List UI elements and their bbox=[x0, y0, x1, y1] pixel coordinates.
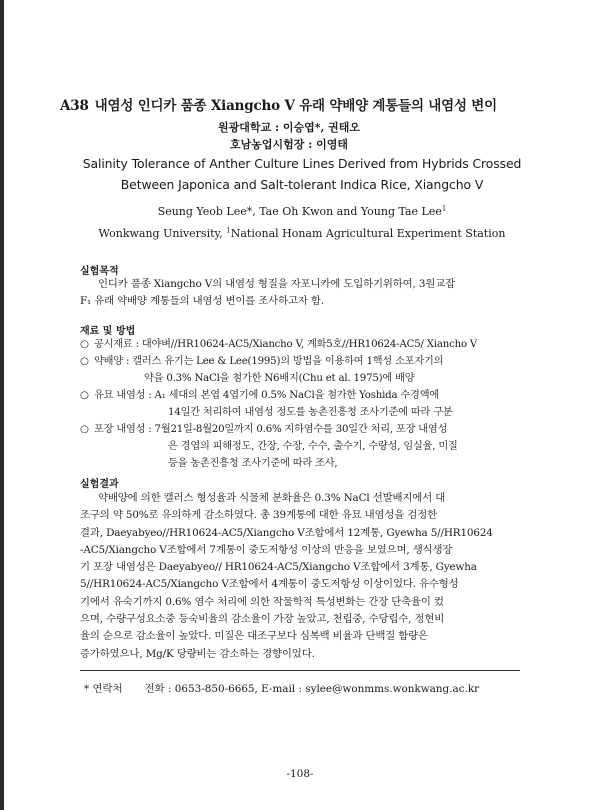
footnote-divider bbox=[80, 670, 520, 671]
results-line: 조구의 약 50%로 유의하게 감소하였다. 총 39계통에 대한 유묘 내염성을 검정한 bbox=[80, 509, 437, 522]
english-title-line2: Between Japonica and Salt-tolerant Indica Rice, Xiangcho V bbox=[120, 177, 484, 192]
contact-label: * 연락처 bbox=[84, 683, 123, 695]
objective-paragraph bbox=[80, 276, 520, 311]
institution-second: National Honam Agricultural Experiment Station bbox=[230, 227, 506, 240]
bullet-circle-icon: ○ bbox=[80, 339, 89, 350]
methods-item-field-tolerance-cont: 등을 농촌진흥청 조사기준에 따라 조사, bbox=[168, 458, 338, 469]
bullet-circle-icon: ○ bbox=[80, 390, 89, 401]
affiliation-honam: 호남농업시험장 : 이영태 bbox=[230, 138, 348, 151]
methods-item-seedling-tolerance-cont: 14일간 처리하여 내염성 정도를 농촌진흥청 조사기준에 따라 구분 bbox=[168, 407, 453, 418]
english-authors-text: Seung Yeob Lee*, Tae Oh Kwon and Young Tae Lee bbox=[157, 205, 442, 218]
objective-line: 인디카 품종 Xiangcho V의 내염성 형질을 자포니카에 도입하기위하여, 3원교잡 bbox=[98, 278, 455, 290]
affiliation-wonkwang: 원광대학교 : 이승엽*, 권태오 bbox=[218, 121, 361, 134]
korean-title bbox=[60, 94, 540, 114]
methods-item-materials: ○ 공시재료 : 대야벼//HR10624-AC5/Xiancho V, 계화5호//HR10624-AC5/ Xiancho V bbox=[80, 336, 530, 353]
results-line: 5//HR10624-AC5/Xiangcho V조합에서 4계통이 중도저항성 이상이었다. 유수형성 bbox=[80, 578, 459, 591]
methods-item-field-tolerance-cont: 은 경엽의 피해정도, 간장, 수장, 수수, 출수기, 수량성, 임실율, 미질 bbox=[168, 441, 458, 452]
methods-item-anther-culture-cont: 약을 0.3% NaCl을 첨가한 N6배지(Chu et al. 1975)에 배양 bbox=[144, 373, 415, 384]
results-line: 약배양에 의한 캘러스 형성율과 식물체 분화율은 0.3% NaCl 선발배지에서 대 bbox=[98, 492, 446, 504]
methods-item-field-tolerance: ○ 포장 내염성 : 7월21일-8월20일까지 0.6% 지하염수를 30일간 처리, 포장 내염성 bbox=[80, 421, 530, 438]
results-line: 증가하였으나, Mg/K 당량비는 감소하는 경향이었다. bbox=[80, 647, 315, 660]
methods-item-seedling-tolerance: ○ 유묘 내염성 : A₁ 세대의 본엽 4엽기에 0.5% NaCl을 첨가한 Yoshida 수경액에 bbox=[80, 387, 530, 404]
results-line: 결과, Daeyabyeo//HR10624-AC5/Xiangcho V조합에서 12계통, Gyewha 5//HR10624 bbox=[80, 526, 493, 539]
abstract-code: A38 bbox=[60, 98, 89, 114]
institution-superscript: 1 bbox=[226, 226, 231, 235]
author-superscript: 1 bbox=[441, 204, 447, 213]
contact-footnote bbox=[84, 680, 479, 695]
methods-item-anther-culture: ○ 약배양 : 캘러스 유기는 Lee & Lee(1995)의 방법을 이용하여 1핵성 소포자기의 bbox=[80, 353, 530, 370]
objective-heading: 실험목적 bbox=[80, 266, 119, 277]
english-authors bbox=[60, 205, 544, 218]
page-number: -108- bbox=[286, 768, 314, 780]
methods-heading: 재료 및 방법 bbox=[80, 326, 136, 337]
methods-list bbox=[80, 336, 530, 472]
scan-edge bbox=[0, 0, 4, 810]
results-line: 율의 순으로 감소율이 높았다. 미질은 대조구보다 심복백 비율과 단백질 함량은 bbox=[80, 630, 428, 643]
bullet-circle-icon: ○ bbox=[80, 356, 89, 367]
results-line: -AC5/Xiangcho V조합에서 7계통이 중도저항성 이상의 반응을 보였으며, 생식생장 bbox=[80, 543, 453, 556]
english-title-line1: Salinity Tolerance of Anther Culture Lines Derived from Hybrids Crossed bbox=[82, 156, 522, 171]
korean-title-text: 내염성 인디카 품종 Xiangcho V 유래 약배양 계통들의 내염성 변이 bbox=[94, 98, 497, 114]
results-paragraph bbox=[80, 490, 520, 663]
results-heading: 실험결과 bbox=[80, 479, 119, 490]
english-institutions bbox=[60, 227, 544, 240]
results-line: 으며, 수량구성요소중 등숙비율의 감소율이 가장 높았고, 천립중, 수당립수, 정현비 bbox=[80, 613, 445, 626]
results-line: 기에서 유숙기까지 0.6% 염수 처리에 의한 작물학적 특성변화는 간장 단축율이 컸 bbox=[80, 595, 444, 608]
objective-line: F₁ 유래 약배양 계통들의 내염성 변이를 조사하고자 함. bbox=[80, 295, 324, 308]
results-line: 기 포장 내염성은 Daeyabyeo// HR10624-AC5/Xiangcho V조합에서 3계통, Gyewha bbox=[80, 561, 477, 574]
institution-main: Wonkwang University, bbox=[98, 227, 223, 240]
contact-info: 전화 : 0653-850-6665, E-mail : sylee@wonmms.wonkwang.ac.kr bbox=[144, 683, 480, 695]
bullet-circle-icon: ○ bbox=[80, 424, 89, 435]
